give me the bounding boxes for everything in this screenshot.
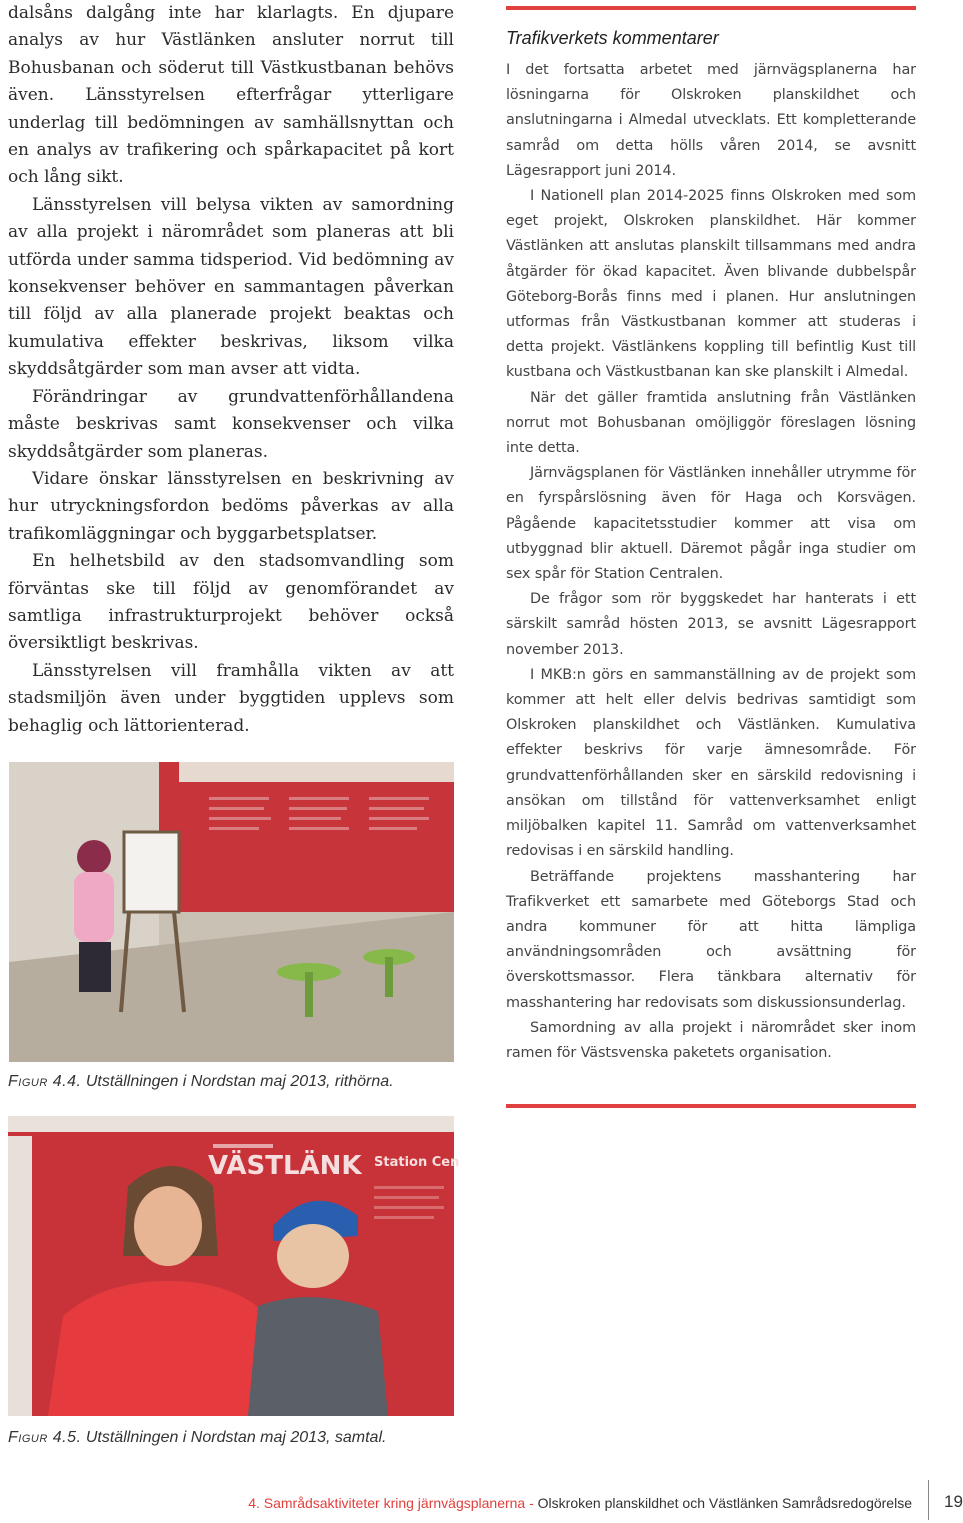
body-paragraph: Förändringar av grundvattenförhållandena måste beskrivas samt konsekvenser och vilka skyddsåtgärder som planeras. — [8, 386, 454, 462]
sidebar-paragraph: När det gäller framtida anslutning från Västlänken norrut mot Bohusbanan omöjliggör föreslagen lösning inte detta. — [506, 389, 916, 457]
sidebar-paragraph: Järnvägsplanen för Västlänken innehåller utrymme för en fyrspårslösning även för Haga och Korsvägen. Pågående kapacitetsstudier kommer att visa om utbyggnad blir aktuell. Däremot pågår inga studier om sex spår för Station Centralen. — [506, 465, 916, 583]
sidebar-body — [506, 58, 916, 1066]
sidebar-paragraph: Beträffande projektens masshantering har Trafikverket ett samarbete med Göteborgs Stad och andra kommuner för att hitta lämpliga användningsområden och avsättning för överskottsmassor. Flera tänkbara alternativ för masshantering har redovisats som diskussionsunderlag. — [506, 868, 916, 1011]
body-paragraph: Länsstyrelsen vill belysa vikten av samordning av alla projekt i närområdet som planeras att bli utförda under samma tidsperiod. Vid bedömning av konsekvenser behöver en sammantagen påverkan till följd av alla planerade projekt beaktas och kumulativa effekter beskrivas, liksom vilka skyddsåtgärder som man avser att vidta. — [8, 194, 454, 380]
page-footer — [248, 1495, 912, 1511]
exhibit-sign-vastlank: VÄSTLÄNK — [208, 1151, 362, 1181]
figure-caption — [8, 1073, 478, 1091]
footer-separator: - — [525, 1495, 538, 1511]
body-paragraph: Vidare önskar länsstyrelsen en beskrivning av hur utryckningsfordon bedöms påverkas av alla trafikomläggningar och byggarbetsplatser. — [8, 468, 454, 544]
body-paragraph: En helhetsbild av den stadsomvandling som förväntas ske till följd av genomförandet av samtliga infrastrukturprojekt behöver också översiktligt beskrivas. — [8, 551, 454, 654]
footer-document-title: Olskroken planskildhet och Västlänken Samrådsredogörelse — [537, 1495, 912, 1511]
body-paragraph: dalsåns dalgång inte har klarlagts. En djupare analys av hur Västlänken ansluter norrut till Bohusbanan och söderut till Västkustbanan behövs även. Länsstyrelsen efterfrågar ytterligare underlag till bedömningen av samhällsnyttan och en analys av trafikering och spårkapacitet på kort och lång sikt. — [8, 3, 454, 188]
figure-label: Figur 4.4. — [8, 1073, 82, 1090]
figure-caption-text: Utställningen i Nordstan maj 2013, rithörna. — [85, 1073, 394, 1090]
sidebar-paragraph: I MKB:n görs en sammanställning av de projekt som kommer att helt eller delvis bedrivas samtidigt som Olskroken planskildhet och Västlänken. Kumulativa effekter beskrivs för varje ämnesområde. För grundvattenförhållanden sker en särskild redovisning i ansökan om tillstånd för vattenverksamhet enligt miljöbalken kapitel 11. Samråd om vattenverksamhet redovisas i en särskild handling. — [506, 666, 916, 860]
sidebar-title: Trafikverkets kommentarer — [506, 28, 719, 48]
figure-label: Figur 4.5. — [8, 1429, 82, 1446]
sidebar-bottom-rule — [506, 1104, 916, 1108]
sidebar-top-rule — [506, 6, 916, 10]
exhibition-photo-conversation — [8, 1116, 460, 1416]
exhibit-sign-station: Station Cen — [374, 1155, 460, 1170]
sidebar-paragraph: De frågor som rör byggskedet har hanterats i ett särskilt samråd hösten 2013, se avsnitt Lägesrapport november 2013. — [506, 591, 916, 658]
main-text-column — [8, 0, 454, 740]
sidebar-paragraph: I det fortsatta arbetet med järnvägsplanerna har lösningarna för Olskroken planskildhet och anslutningarna i Almedal utvecklats. Ett kompletterande samråd om detta hölls våren 2014, se avsnitt Lägesrapport juni 2014. — [506, 62, 916, 179]
figure-caption-text: Utställningen i Nordstan maj 2013, samtal. — [85, 1429, 387, 1446]
sidebar-paragraph: I Nationell plan 2014-2025 finns Olskroken med som eget projekt, Olskroken planskildhet. Här kommer Västlänken att anslutas planskilt tillsammans med andra åtgärder för ökad kapacitet. Även blivande dubbelspår Göteborg-Borås finns med i planen. Hur anslutningen utformas från Västkustbanan kommer att studeras i detta projekt. Västlänkens koppling till befintlig Kust till kustbana och Västkustbanan kan ske planskilt i Almedal. — [506, 188, 916, 381]
footer-divider — [928, 1480, 929, 1520]
footer-chapter: 4. Samrådsaktiviteter kring järnvägsplanerna — [248, 1495, 526, 1511]
exhibition-photo-drawing-corner — [9, 762, 454, 1062]
page-number: 19 — [944, 1492, 963, 1511]
figure-caption — [8, 1429, 478, 1447]
sidebar-paragraph: Samordning av alla projekt i närområdet sker inom ramen för Västsvenska paketets organisation. — [506, 1019, 916, 1061]
body-paragraph: Länsstyrelsen vill framhålla vikten av att stadsmiljön även under byggtiden upplevs som behaglig och lättorienterad. — [8, 660, 454, 736]
